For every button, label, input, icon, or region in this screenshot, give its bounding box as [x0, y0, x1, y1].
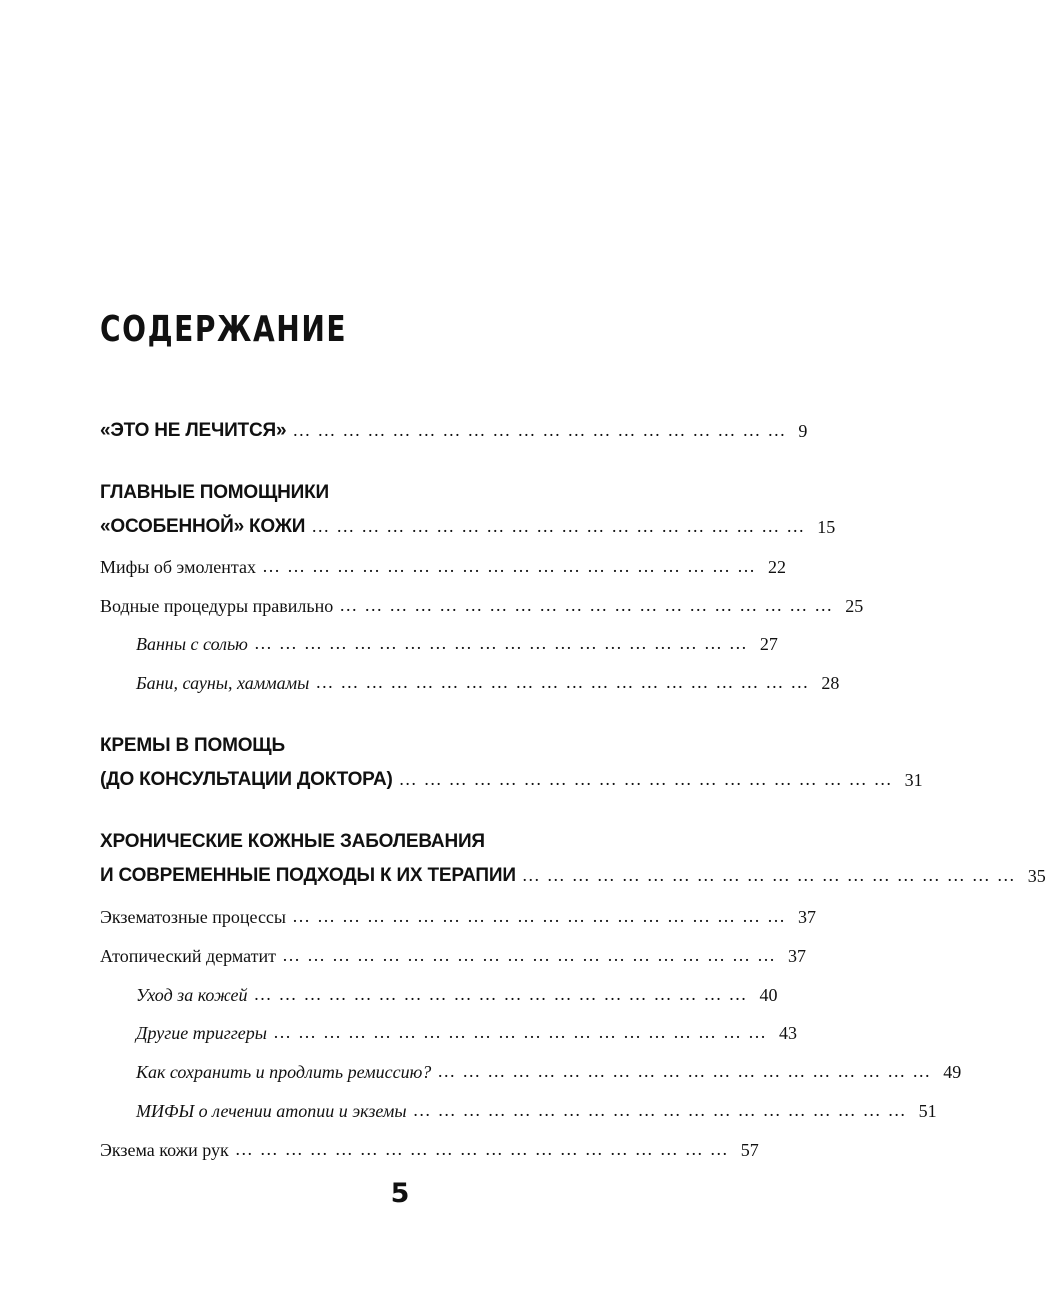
toc-entry-title: И СОВРЕМЕННЫЕ ПОДХОДЫ К ИХ ТЕРАПИИ	[100, 865, 516, 886]
toc-entry-title: Другие триггеры	[136, 1023, 267, 1043]
dot-leader: ……………………………………………………	[412, 1100, 913, 1120]
toc-entry-title: Ванны с солью	[136, 634, 248, 654]
toc-entry-title: Мифы об эмолентах	[100, 557, 256, 577]
toc-entry-page: 37	[788, 946, 807, 966]
dot-leader: ……………………………………………………	[521, 865, 1022, 885]
dot-leader: ……………………………………………………	[398, 769, 899, 789]
toc-entry-title: Уход за кожей	[136, 985, 248, 1005]
toc-entry-page: 43	[778, 1023, 797, 1043]
toc-entry-page: 51	[918, 1101, 937, 1121]
toc-entry-4-1[interactable]	[100, 900, 817, 927]
toc-entry-2-2-1[interactable]	[136, 627, 778, 654]
toc-entry-page: 9	[798, 421, 808, 441]
toc-chapter-2-title-line-1[interactable]: ГЛАВНЫЕ ПОМОЩНИКИ	[100, 482, 329, 503]
dot-leader: ……………………………………………………	[315, 672, 816, 692]
toc-entry-title: «ОСОБЕННОЙ» КОЖИ	[100, 516, 306, 537]
toc-entry-4-3[interactable]	[100, 1133, 759, 1160]
toc-entry-page: 57	[740, 1140, 759, 1160]
toc-entry-title: Водные процедуры правильно	[100, 596, 334, 616]
dot-leader: ……………………………………………………	[253, 984, 754, 1004]
dot-leader: ……………………………………………………	[311, 516, 812, 536]
toc-entry-title: Экзема кожи рук	[100, 1140, 229, 1160]
toc-entry-2-2[interactable]	[100, 589, 864, 616]
toc-entry-page: 37	[798, 907, 817, 927]
toc-entry-chapter-2[interactable]	[100, 510, 836, 537]
dot-leader: ……………………………………………………	[253, 633, 754, 653]
toc-entry-4-2-3[interactable]	[136, 1055, 962, 1082]
dot-leader: ……………………………………………………	[437, 1061, 938, 1081]
toc-entry-4-2-4[interactable]	[136, 1094, 937, 1121]
dot-leader: ……………………………………………………	[261, 556, 762, 576]
toc-entry-page: 40	[759, 985, 778, 1005]
toc-entry-title: Экзематозные процессы	[100, 907, 287, 927]
dot-leader: ……………………………………………………	[292, 420, 793, 440]
toc-entry-page: 15	[817, 517, 836, 537]
toc-entry-title: МИФЫ о лечении атопии и экземы	[136, 1101, 407, 1121]
toc-entry-chapter-3[interactable]	[100, 763, 923, 790]
toc-entry-title: Атопический дерматит	[100, 946, 277, 966]
toc-entry-chapter-4[interactable]	[100, 859, 1046, 886]
page-title: СОДЕРЖАНИЕ	[100, 309, 348, 350]
toc-entry-page: 28	[821, 673, 840, 693]
toc-entry-page: 27	[759, 634, 778, 654]
toc-entry-4-2-1[interactable]	[136, 978, 778, 1005]
toc-entry-chapter-1[interactable]	[100, 414, 808, 441]
toc-entry-2-1[interactable]	[100, 550, 786, 577]
dot-leader: ……………………………………………………	[292, 906, 793, 926]
toc-entry-page: 49	[943, 1062, 962, 1082]
dot-leader: ……………………………………………………	[272, 1022, 773, 1042]
toc-entry-title: Бани, сауны, хаммамы	[136, 673, 310, 693]
toc-entry-page: 22	[767, 557, 786, 577]
toc-entry-title: «ЭТО НЕ ЛЕЧИТСЯ»	[100, 420, 287, 441]
toc-entry-2-2-2[interactable]	[136, 666, 840, 693]
dot-leader: ……………………………………………………	[282, 945, 783, 965]
toc-entry-4-2[interactable]	[100, 939, 807, 966]
dot-leader: ……………………………………………………	[339, 595, 840, 615]
page-number: 5	[390, 1178, 410, 1209]
toc-entry-page: 35	[1027, 866, 1046, 886]
toc-entry-title: Как сохранить и продлить ремиссию?	[136, 1062, 432, 1082]
toc-entry-4-2-2[interactable]	[136, 1016, 797, 1043]
dot-leader: ……………………………………………………	[234, 1139, 735, 1159]
toc-entry-title: (ДО КОНСУЛЬТАЦИИ ДОКТОРА)	[100, 769, 393, 790]
toc-entry-page: 25	[845, 596, 864, 616]
toc-chapter-3-title-line-1[interactable]: КРЕМЫ В ПОМОЩЬ	[100, 735, 285, 756]
toc-entry-page: 31	[904, 770, 923, 790]
toc-chapter-4-title-line-1[interactable]: ХРОНИЧЕСКИЕ КОЖНЫЕ ЗАБОЛЕВАНИЯ	[100, 831, 485, 852]
